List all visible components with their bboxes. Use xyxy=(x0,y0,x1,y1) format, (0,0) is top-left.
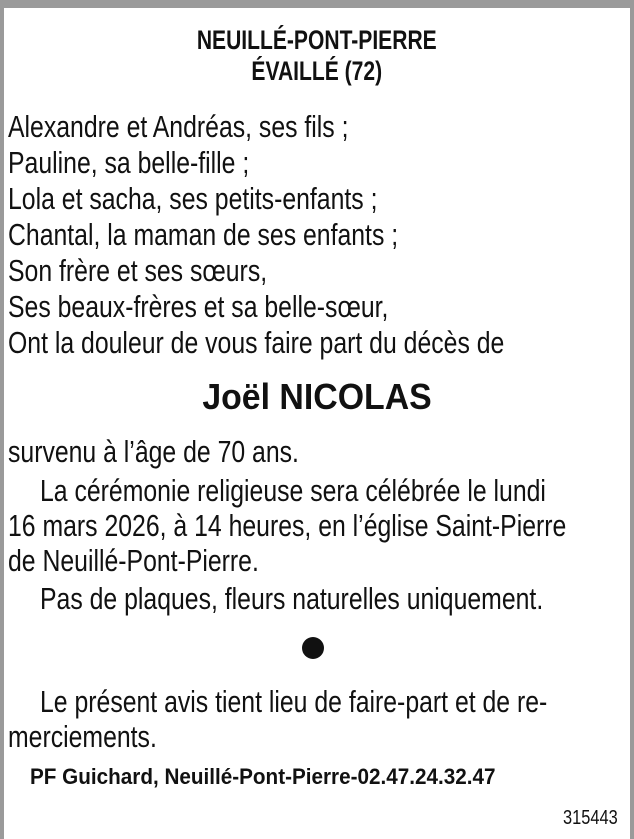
family-line: Chantal, la maman de ses enfants ; xyxy=(8,217,399,252)
family-line: Son frère et ses sœurs, xyxy=(8,253,268,288)
closing-line: Le présent avis tient lieu de faire-part et de re- xyxy=(40,684,548,719)
header-second-town: ÉVAILLÉ (72) xyxy=(251,56,383,86)
family-line: Alexandre et Andréas, ses fils ; xyxy=(8,109,349,144)
funeral-home-signature: PF Guichard, Neuillé-Pont-Pierre-02.47.24.32.47 xyxy=(30,764,496,789)
reference-number: 315443 xyxy=(563,807,618,829)
separator-bullet-icon xyxy=(302,637,324,659)
flowers-line: Pas de plaques, fleurs naturelles uniquement. xyxy=(40,581,544,616)
ceremony-line: 16 mars 2026, à 14 heures, en l’église Saint-Pierre xyxy=(8,508,567,543)
ceremony-line: de Neuillé-Pont-Pierre. xyxy=(8,543,259,578)
header-town: NEUILLÉ-PONT-PIERRE xyxy=(197,25,437,55)
family-line: Ses beaux-frères et sa belle-sœur, xyxy=(8,289,389,324)
family-line: Lola et sacha, ses petits-enfants ; xyxy=(8,181,378,216)
age-line: survenu à l’âge de 70 ans. xyxy=(8,434,299,469)
deceased-name: Joël NICOLAS xyxy=(202,376,432,417)
closing-line: merciements. xyxy=(8,719,157,754)
ceremony-line: La cérémonie religieuse sera célébrée le lundi xyxy=(40,473,546,508)
family-line: Pauline, sa belle-fille ; xyxy=(8,145,250,180)
family-line: Ont la douleur de vous faire part du décès de xyxy=(8,325,505,360)
